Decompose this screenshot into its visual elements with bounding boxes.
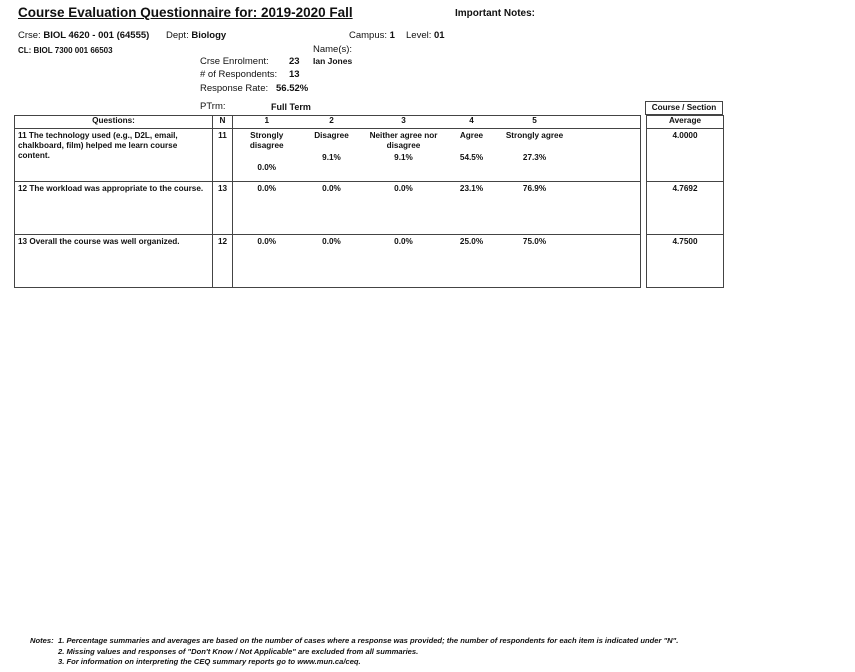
campus-value: 1 xyxy=(389,30,395,41)
percent-value: 0.0% xyxy=(301,182,363,235)
level-label: Level: xyxy=(406,30,432,41)
n-count: 11 xyxy=(213,129,233,182)
ptrm-value: Full Term xyxy=(271,102,311,112)
results-table xyxy=(14,115,724,288)
dept-value: Biology xyxy=(191,30,227,41)
respondents-value: 13 xyxy=(289,69,300,80)
average-value: 4.7692 xyxy=(647,182,724,235)
col-4: 4 xyxy=(445,116,499,129)
percent-value: 27.3% xyxy=(522,153,547,162)
note-item: 2. Missing values and responses of "Don't Know / Not Applicable" are excluded from all summaries. xyxy=(58,646,419,656)
question-text: 12 The workload was appropriate to the course. xyxy=(15,182,213,235)
instructor-name: Ian Jones xyxy=(313,56,353,66)
option-label: Strongly disagree xyxy=(249,131,284,150)
table-row xyxy=(15,182,724,235)
col-5: 5 xyxy=(499,116,571,129)
average-value: 4.0000 xyxy=(647,129,724,182)
report-title: Course Evaluation Questionnaire for: 2019-2020 Fall xyxy=(18,5,353,20)
enrolment-value: 23 xyxy=(289,56,300,67)
average-value: 4.7500 xyxy=(647,235,724,288)
table-row xyxy=(15,129,724,182)
percent-value: 76.9% xyxy=(499,182,571,235)
response-rate-value: 56.52% xyxy=(276,83,309,94)
course-value: BIOL 4620 - 001 (64555) xyxy=(43,30,150,41)
col-average: Average xyxy=(647,116,724,129)
ptrm-label: PTrm: xyxy=(200,101,226,112)
col-spacer xyxy=(571,116,641,129)
col-n: N xyxy=(213,116,233,129)
important-notes-heading: Important Notes: xyxy=(455,8,535,19)
crosslist-line: CL: BIOL 7300 001 66503 xyxy=(18,46,113,55)
course-section-header: Course / Section xyxy=(645,101,723,115)
percent-value: 0.0% xyxy=(301,235,363,288)
option-label: Neither agree nor disagree xyxy=(369,131,438,150)
note-item: 3. For information on interpreting the CEQ summary reports go to www.mun.ca/ceq. xyxy=(58,657,361,666)
dept-info xyxy=(166,30,226,41)
option-label: Agree xyxy=(459,131,484,140)
option-2 xyxy=(301,129,363,182)
names-label: Name(s): xyxy=(313,44,353,55)
table-header-row xyxy=(15,116,724,129)
option-3 xyxy=(363,129,445,182)
percent-value: 23.1% xyxy=(445,182,499,235)
option-label: Strongly agree xyxy=(505,131,564,140)
dept-label: Dept: xyxy=(166,30,189,41)
percent-value: 0.0% xyxy=(233,235,301,288)
n-count: 13 xyxy=(213,182,233,235)
percent-value: 25.0% xyxy=(445,235,499,288)
percent-value: 0.0% xyxy=(363,235,445,288)
percent-value: 0.0% xyxy=(233,182,301,235)
col-2: 2 xyxy=(301,116,363,129)
question-text: 13 Overall the course was well organized. xyxy=(15,235,213,288)
respondents-label: # of Respondents: xyxy=(200,69,278,80)
course-label: Crse: xyxy=(18,30,41,41)
option-4 xyxy=(445,129,499,182)
option-5 xyxy=(499,129,571,182)
percent-value: 0.0% xyxy=(257,163,277,172)
response-rate-label: Response Rate: xyxy=(200,83,269,94)
col-3: 3 xyxy=(363,116,445,129)
campus-label: Campus: xyxy=(349,30,388,41)
enrolment-label: Crse Enrolment: xyxy=(200,56,269,67)
level-info xyxy=(406,30,445,41)
percent-value: 54.5% xyxy=(459,153,484,162)
course-info xyxy=(18,30,149,41)
campus-info xyxy=(349,30,395,41)
note-item: 1. Percentage summaries and averages are based on the number of cases where a response was provided; the number of respondents for each item is indicated under "N". xyxy=(58,636,679,645)
col-questions: Questions: xyxy=(15,116,213,129)
option-label: Disagree xyxy=(314,131,349,140)
percent-value: 75.0% xyxy=(499,235,571,288)
percent-value: 9.1% xyxy=(394,153,413,162)
percent-value: 9.1% xyxy=(322,153,341,162)
level-value: 01 xyxy=(434,30,445,41)
question-text: 11 The technology used (e.g., D2L, email, chalkboard, film) helped me learn course content. xyxy=(15,129,213,182)
notes-label: Notes: xyxy=(30,636,54,645)
n-count: 12 xyxy=(213,235,233,288)
option-1 xyxy=(233,129,301,182)
col-1: 1 xyxy=(233,116,301,129)
table-row xyxy=(15,235,724,288)
percent-value: 0.0% xyxy=(363,182,445,235)
